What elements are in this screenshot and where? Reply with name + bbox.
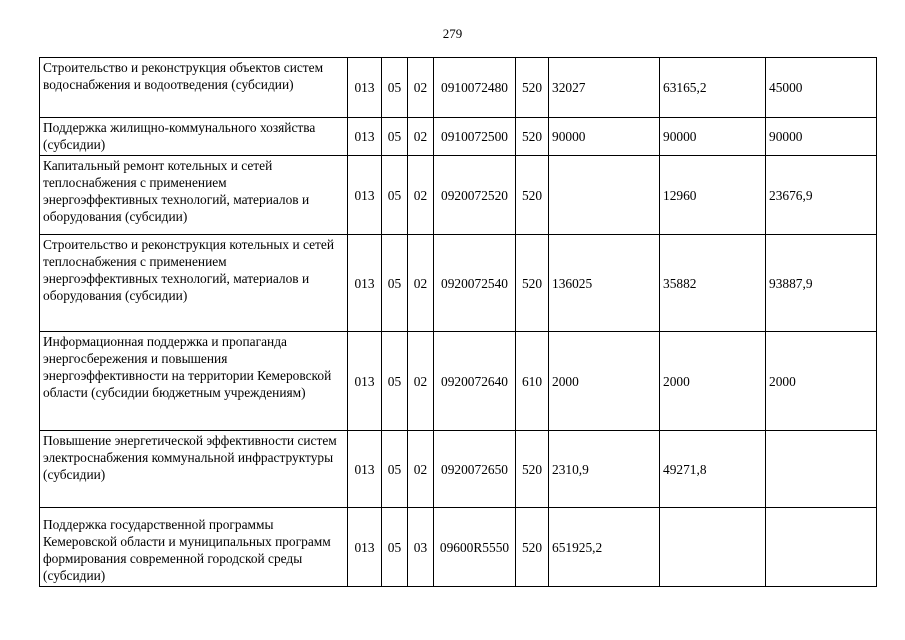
amount-year-2: 35882 — [660, 235, 766, 332]
row-name: Капитальный ремонт котельных и сетей теплоснабжения с применением энергоэффективных технологий, материалов и оборудования (субсидии) — [40, 156, 348, 235]
amount-year-2: 63165,2 — [660, 58, 766, 118]
expense-type-code: 520 — [516, 235, 549, 332]
section-code: 05 — [382, 235, 408, 332]
row-name: Поддержка государственной программы Кемеровской области и муниципальных программ формирования современной городской среды (субсидии) — [40, 508, 348, 587]
subsection-code: 02 — [408, 118, 434, 156]
amount-year-3 — [766, 431, 877, 508]
target-article-code: 0910072500 — [434, 118, 516, 156]
amount-year-3: 45000 — [766, 58, 877, 118]
amount-year-2: 49271,8 — [660, 431, 766, 508]
section-code: 05 — [382, 58, 408, 118]
row-name: Строительство и реконструкция объектов систем водоснабжения и водоотведения (субсидии) — [40, 58, 348, 118]
subsection-code: 02 — [408, 156, 434, 235]
section-code: 05 — [382, 508, 408, 587]
target-article-code: 0920072640 — [434, 332, 516, 431]
table-body — [40, 58, 877, 587]
subsection-code: 03 — [408, 508, 434, 587]
target-article-code: 0920072650 — [434, 431, 516, 508]
section-code: 05 — [382, 156, 408, 235]
amount-year-2 — [660, 508, 766, 587]
target-article-code: 0920072540 — [434, 235, 516, 332]
target-article-code: 09600R5550 — [434, 508, 516, 587]
section-code: 05 — [382, 332, 408, 431]
target-article-code: 0910072480 — [434, 58, 516, 118]
amount-year-3: 90000 — [766, 118, 877, 156]
ministry-code: 013 — [348, 235, 382, 332]
expense-type-code: 520 — [516, 156, 549, 235]
amount-year-1 — [549, 156, 660, 235]
expense-type-code: 520 — [516, 431, 549, 508]
ministry-code: 013 — [348, 118, 382, 156]
amount-year-2: 2000 — [660, 332, 766, 431]
table-row — [40, 156, 877, 235]
table-row — [40, 332, 877, 431]
amount-year-3: 23676,9 — [766, 156, 877, 235]
section-code: 05 — [382, 431, 408, 508]
table-row — [40, 431, 877, 508]
expense-type-code: 520 — [516, 58, 549, 118]
row-name: Строительство и реконструкция котельных и сетей теплоснабжения с применением энергоэффективных технологий, материалов и оборудования (субсидии) — [40, 235, 348, 332]
table-row — [40, 118, 877, 156]
subsection-code: 02 — [408, 431, 434, 508]
page-number: 279 — [442, 26, 463, 41]
amount-year-1: 136025 — [549, 235, 660, 332]
row-name: Поддержка жилищно-коммунального хозяйства (субсидии) — [40, 118, 348, 156]
amount-year-2: 12960 — [660, 156, 766, 235]
table-row — [40, 508, 877, 587]
expense-type-code: 610 — [516, 332, 549, 431]
amount-year-1: 90000 — [549, 118, 660, 156]
amount-year-3 — [766, 508, 877, 587]
row-name: Информационная поддержка и пропаганда энергосбережения и повышения энергоэффективности на территории Кемеровской области (субсидии бюджетным учреждениям) — [40, 332, 348, 431]
budget-table — [39, 57, 877, 587]
amount-year-1: 651925,2 — [549, 508, 660, 587]
ministry-code: 013 — [348, 508, 382, 587]
table-row — [40, 58, 877, 118]
amount-year-1: 2310,9 — [549, 431, 660, 508]
ministry-code: 013 — [348, 332, 382, 431]
subsection-code: 02 — [408, 235, 434, 332]
amount-year-1: 32027 — [549, 58, 660, 118]
section-code: 05 — [382, 118, 408, 156]
target-article-code: 0920072520 — [434, 156, 516, 235]
ministry-code: 013 — [348, 58, 382, 118]
subsection-code: 02 — [408, 332, 434, 431]
amount-year-3: 93887,9 — [766, 235, 877, 332]
amount-year-1: 2000 — [549, 332, 660, 431]
ministry-code: 013 — [348, 156, 382, 235]
subsection-code: 02 — [408, 58, 434, 118]
expense-type-code: 520 — [516, 508, 549, 587]
amount-year-3: 2000 — [766, 332, 877, 431]
expense-type-code: 520 — [516, 118, 549, 156]
row-name: Повышение энергетической эффективности систем электроснабжения коммунальной инфраструктуры (субсидии) — [40, 431, 348, 508]
amount-year-2: 90000 — [660, 118, 766, 156]
table-row — [40, 235, 877, 332]
ministry-code: 013 — [348, 431, 382, 508]
